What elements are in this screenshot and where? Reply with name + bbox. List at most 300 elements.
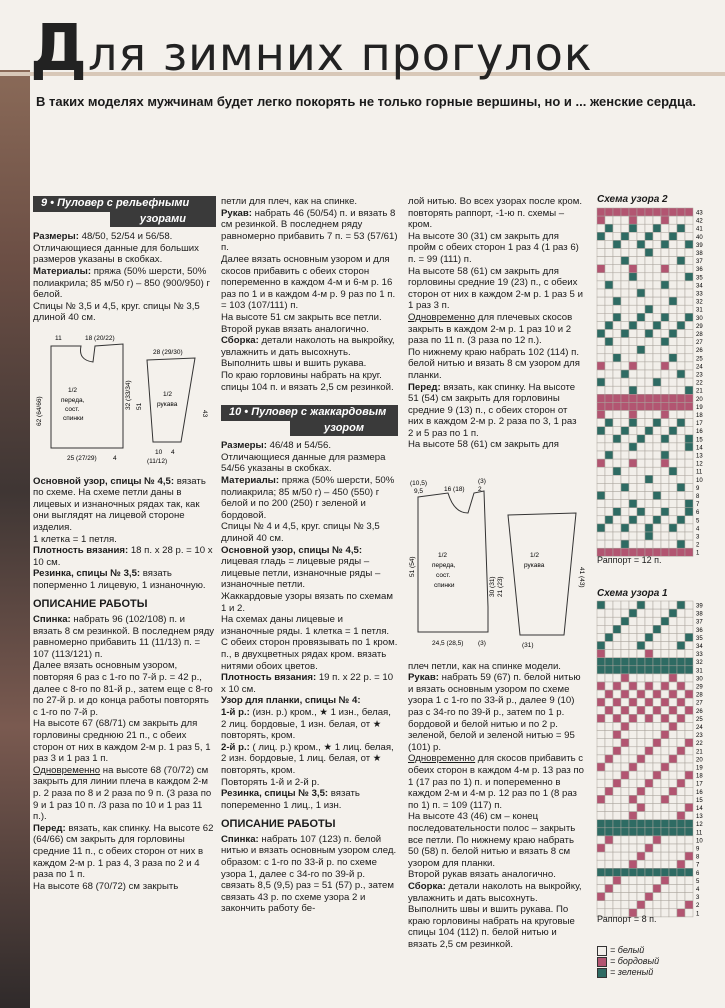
chart-cell: [669, 508, 677, 516]
chart-cell: [621, 901, 629, 909]
chart-row-number: 27: [696, 340, 703, 347]
chart-cell: [653, 650, 661, 658]
chart-cell: [669, 548, 677, 556]
chart-cell: [629, 617, 637, 625]
chart-cell: [637, 812, 645, 820]
chart-cell: [669, 281, 677, 289]
chart-cell: [597, 427, 605, 435]
chart-cell: [685, 642, 693, 650]
chart-row-number: 36: [696, 627, 703, 634]
chart-cell: [637, 828, 645, 836]
chart-cell: [605, 305, 613, 313]
chart-cell: [637, 601, 645, 609]
chart-cell: [669, 321, 677, 329]
chart-cell: [597, 451, 605, 459]
chart-cell: [677, 860, 685, 868]
chart-cell: [661, 625, 669, 633]
chart-cell: [637, 787, 645, 795]
chart-cell: [629, 609, 637, 617]
chart-cell: [605, 419, 613, 427]
chart-row-number: 9: [696, 485, 700, 492]
chart-cell: [613, 739, 621, 747]
chart-cell: [653, 795, 661, 803]
chart-cell: [677, 674, 685, 682]
chart-cell: [621, 394, 629, 402]
sch9-label1: 1/2: [68, 386, 78, 394]
chart-cell: [637, 763, 645, 771]
chart-cell: [685, 617, 693, 625]
chart-cell: [621, 747, 629, 755]
chart-cell: [669, 394, 677, 402]
chart-cell: [685, 321, 693, 329]
chart-cell: [605, 739, 613, 747]
chart-cell: [653, 836, 661, 844]
chart-row-number: 21: [696, 749, 703, 756]
chart-cell: [637, 650, 645, 658]
chart-cell: [629, 508, 637, 516]
chart-cell: [613, 427, 621, 435]
chart-cell: [629, 731, 637, 739]
chart-cell: [669, 666, 677, 674]
chart-cell: [621, 281, 629, 289]
chart-cell: [669, 625, 677, 633]
chart-cell: [677, 313, 685, 321]
chart-cell: [629, 723, 637, 731]
chart-cell: [661, 386, 669, 394]
chart-cell: [645, 516, 653, 524]
chart-cell: [637, 411, 645, 419]
chart-cell: [661, 524, 669, 532]
chart-cell: [645, 617, 653, 625]
chart-cell: [629, 885, 637, 893]
chart-cell: [621, 232, 629, 240]
chart-cell: [653, 492, 661, 500]
chart-cell: [637, 224, 645, 232]
chart-cell: [597, 540, 605, 548]
chart-cell: [685, 893, 693, 901]
chart-cell: [621, 467, 629, 475]
chart-cell: [677, 820, 685, 828]
chart-cell: [645, 475, 653, 483]
chart-cell: [645, 714, 653, 722]
chart-cell: [669, 257, 677, 265]
chart-cell: [685, 394, 693, 402]
chart-cell: [613, 633, 621, 641]
chart-cell: [677, 224, 685, 232]
chart-cell: [661, 354, 669, 362]
chart-cell: [637, 346, 645, 354]
chart-cell: [685, 682, 693, 690]
schematic-model-9: [33, 330, 216, 470]
chart-cell: [669, 500, 677, 508]
chart-row-number: 20: [696, 396, 703, 403]
chart-cell: [653, 804, 661, 812]
chart-cell: [669, 909, 677, 917]
chart-cell: [629, 690, 637, 698]
chart-cell: [685, 475, 693, 483]
chart-cell: [597, 265, 605, 273]
chart-cell: [677, 208, 685, 216]
chart-cell: [605, 281, 613, 289]
chart-cell: [629, 451, 637, 459]
chart-cell: [685, 860, 693, 868]
chart-cell: [653, 402, 661, 410]
chart-cell: [685, 787, 693, 795]
chart-cell: [677, 771, 685, 779]
chart-cell: [677, 411, 685, 419]
chart-cell: [613, 532, 621, 540]
chart-cell: [677, 362, 685, 370]
chart-cell: [677, 500, 685, 508]
chart-row-number: 17: [696, 421, 703, 428]
chart-cell: [677, 370, 685, 378]
chart-cell: [645, 633, 653, 641]
chart-cell: [653, 755, 661, 763]
chart-cell: [637, 313, 645, 321]
svg-text:30 (31): 30 (31): [489, 576, 496, 598]
chart-cell: [629, 642, 637, 650]
chart-cell: [677, 844, 685, 852]
chart-cell: [637, 836, 645, 844]
chart-cell: [645, 224, 653, 232]
chart-cell: [613, 370, 621, 378]
chart-cell: [661, 208, 669, 216]
chart-cell: [605, 609, 613, 617]
chart-cell: [677, 642, 685, 650]
chart-cell: [661, 666, 669, 674]
chart-cell: [685, 698, 693, 706]
chart-row-number: 26: [696, 348, 703, 355]
chart-cell: [637, 609, 645, 617]
chart-cell: [629, 459, 637, 467]
chart-cell: [613, 411, 621, 419]
chart-cell: [645, 240, 653, 248]
schematic-model-10: [408, 457, 584, 657]
chart-cell: [629, 844, 637, 852]
chart-cell: [613, 224, 621, 232]
chart-cell: [669, 370, 677, 378]
chart-cell: [661, 698, 669, 706]
chart-cell: [605, 249, 613, 257]
chart-cell: [621, 378, 629, 386]
chart-cell: [661, 747, 669, 755]
chart-cell: [653, 459, 661, 467]
chart-cell: [645, 723, 653, 731]
chart-cell: [677, 698, 685, 706]
chart-cell: [645, 524, 653, 532]
chart-cell: [629, 330, 637, 338]
chart-cell: [629, 901, 637, 909]
chart-cell: [597, 232, 605, 240]
svg-text:рукава: рукава: [524, 562, 545, 570]
chart-cell: [629, 378, 637, 386]
chart-cell: [653, 257, 661, 265]
chart-cell: [605, 666, 613, 674]
chart-cell: [685, 885, 693, 893]
chart-cell: [629, 500, 637, 508]
chart-cell: [621, 524, 629, 532]
column-2: петли для плеч, как на спинке. Рукав: набрать 46 (50/54) п. и вязать 8 см резинкой. В последнем ряду равномерно прибавить 7 п. = 53 (57/61) п. Далее вязать основным узором и для скосов прибавить с обеих сторон попеременно в каждом 4-м и 6-м р. 16 раз по 1 и в каждом 4-м р. 9 раз по 1 п. = 103 (107/111) п. На высоте 51 см закрыть все петли. Второй рукав вязать аналогично. Сборка: детали наколоть на выкройку, увлажнить и дать высохнуть. Выполнить швы и вшить рукава. По краю горловины набрать на круг. спицы 104 п. и вязать 2,5 см резинкой. 10 • Пуловер с жаккардовым узором Размеры: 46/48 и 54/56. Отличающиеся данные для размера 54/56 указаны в скобках. Материалы: пряжа (50% шерсти, 50% полиакрила; 85 м/50 г) – 450 (550) г белой и по 200 (250) г зеленой и бордовой. Спицы № 4 и 4,5, круг. спицы № 3,5 длиной 40 см. Основной узор, спицы № 4,5: лицевая гладь = лицевые ряды – лицевые петли, изнаночные ряды – изнаночные петли. Жаккардовые узоры вязать по схемам 1 и 2. На схемах даны лицевые и изнаночные ряды. 1 клетка = 1 петля. С обеих сторон провязывать по 1 кром. п., в двухцветных рядах кром. вязать нитями обоих цветов. Плотность вязания: 19 п. х 22 р. = 10 х 10 см. Узор для планки, спицы № 4: 1-й р.: (изн. р.) кром., ★ 1 изн., белая, 2 лиц. бордовые, 1 изн. белая, от ★ повторять, кром. 2-й р.: ( лиц. р.) кром., ★ 1 лиц. белая, 2 изн. бордовые, 1 лиц. белая, от ★ повторять, кром. Повторять 1-й и 2-й р. Резинка, спицы № 3,5: вязать попеременно 1 лиц., 1 изн. ОПИСАНИЕ РАБОТЫ Спинка: набрать 107 (123) п. белой нитью и вязать основным узором след. образом: с 1-го по 33-й р. по схеме узора 1, далее с 34-го по 39-й р. связать 8,5 (9,5) раз = 51 (57) р., затем связать 43 р. по схеме узора 2 и закончить работу бе-: [221, 196, 398, 915]
chart-cell: [621, 633, 629, 641]
chart-cell: [669, 836, 677, 844]
chart-cell: [605, 650, 613, 658]
chart-row-number: 27: [696, 700, 703, 707]
chart-cell: [621, 658, 629, 666]
chart-cell: [677, 723, 685, 731]
chart-cell: [645, 508, 653, 516]
chart-cell: [653, 763, 661, 771]
chart-cell: [661, 617, 669, 625]
chart-cell: [605, 338, 613, 346]
chart-cell: [613, 723, 621, 731]
chart-cell: [605, 330, 613, 338]
chart-cell: [621, 216, 629, 224]
sch9-bottom: 25 (27/29): [67, 454, 97, 462]
chart-cell: [677, 232, 685, 240]
chart-cell: [685, 273, 693, 281]
chart-cell: [613, 435, 621, 443]
chart-row-number: 13: [696, 814, 703, 821]
chart-cell: [597, 755, 605, 763]
chart-cell: [653, 297, 661, 305]
chart-cell: [613, 208, 621, 216]
chart-row-number: 37: [696, 619, 703, 626]
chart-cell: [621, 795, 629, 803]
chart-cell: [637, 386, 645, 394]
chart-cell: [685, 313, 693, 321]
chart-cell: [645, 868, 653, 876]
chart-cell: [669, 378, 677, 386]
chart-cell: [653, 249, 661, 257]
chart-cell: [629, 739, 637, 747]
chart-cell: [629, 601, 637, 609]
chart-cell: [605, 698, 613, 706]
chart-cell: [605, 779, 613, 787]
chart-row-number: 40: [696, 234, 703, 241]
chart-cell: [653, 370, 661, 378]
chart-cell: [605, 492, 613, 500]
chart-cell: [685, 208, 693, 216]
chart-cell: [613, 240, 621, 248]
chart-cell: [661, 532, 669, 540]
chart-cell: [645, 876, 653, 884]
chart-cell: [669, 893, 677, 901]
chart-cell: [597, 443, 605, 451]
chart-cell: [653, 346, 661, 354]
chart-cell: [685, 362, 693, 370]
chart-cell: [677, 909, 685, 917]
page-title: Для зимних прогулок: [30, 12, 593, 86]
chart-cell: [629, 338, 637, 346]
chart-cell: [621, 731, 629, 739]
chart-cell: [605, 763, 613, 771]
chart-cell: [629, 771, 637, 779]
chart-cell: [685, 451, 693, 459]
chart-cell: [637, 435, 645, 443]
chart-cell: [653, 698, 661, 706]
chart-cell: [677, 281, 685, 289]
chart-cell: [605, 216, 613, 224]
chart-row-number: 30: [696, 315, 703, 322]
chart-cell: [605, 868, 613, 876]
chart-cell: [661, 548, 669, 556]
chart-cell: [685, 330, 693, 338]
chart-row-number: 19: [696, 404, 703, 411]
sch9-sleeve-label1: 1/2: [163, 390, 173, 398]
chart-cell: [637, 297, 645, 305]
chart-cell: [645, 281, 653, 289]
chart-cell: [685, 706, 693, 714]
chart-cell: [653, 419, 661, 427]
chart-cell: [669, 402, 677, 410]
chart-cell: [629, 836, 637, 844]
chart-cell: [677, 747, 685, 755]
chart-cell: [661, 451, 669, 459]
chart-cell: [669, 868, 677, 876]
chart-row-number: 7: [696, 502, 700, 509]
chart-row-number: 25: [696, 356, 703, 363]
chart-cell: [653, 394, 661, 402]
svg-text:1/2: 1/2: [438, 552, 448, 560]
chart-cell: [605, 820, 613, 828]
chart-cell: [613, 492, 621, 500]
chart-cell: [621, 305, 629, 313]
chart-cell: [637, 682, 645, 690]
chart-cell: [645, 674, 653, 682]
chart-cell: [629, 516, 637, 524]
chart-cell: [653, 330, 661, 338]
chart-row-number: 19: [696, 765, 703, 772]
chart-cell: [645, 844, 653, 852]
chart-cell: [597, 723, 605, 731]
chart-cell: [613, 402, 621, 410]
chart-cell: [613, 731, 621, 739]
chart-cell: [669, 516, 677, 524]
chart-cell: [629, 257, 637, 265]
chart-cell: [645, 828, 653, 836]
chart-row-number: 9: [696, 846, 700, 853]
chart-cell: [661, 402, 669, 410]
chart-cell: [677, 394, 685, 402]
chart-cell: [653, 305, 661, 313]
chart-cell: [597, 467, 605, 475]
chart-cell: [605, 273, 613, 281]
chart-cell: [637, 885, 645, 893]
chart-cell: [653, 609, 661, 617]
chart-cell: [685, 402, 693, 410]
chart-cell: [653, 723, 661, 731]
chart-cell: [597, 459, 605, 467]
chart-cell: [645, 305, 653, 313]
chart-cell: [669, 443, 677, 451]
chart-cell: [613, 459, 621, 467]
chart-cell: [597, 411, 605, 419]
chart-cell: [669, 386, 677, 394]
chart-cell: [597, 216, 605, 224]
chart-cell: [661, 633, 669, 641]
chart-cell: [685, 844, 693, 852]
chart-cell: [685, 508, 693, 516]
chart-cell: [629, 386, 637, 394]
chart-cell: [637, 338, 645, 346]
chart-cell: [629, 706, 637, 714]
chart-cell: [621, 868, 629, 876]
chart-cell: [653, 443, 661, 451]
chart-cell: [653, 642, 661, 650]
chart-cell: [629, 893, 637, 901]
chart-cell: [621, 289, 629, 297]
chart-cell: [597, 281, 605, 289]
chart-cell: [637, 731, 645, 739]
chart-cell: [685, 378, 693, 386]
chart-row-number: 16: [696, 789, 703, 796]
chart-cell: [629, 860, 637, 868]
chart-cell: [645, 609, 653, 617]
chart-row-number: 12: [696, 461, 703, 468]
chart-cell: [613, 617, 621, 625]
chart-row-number: 1: [696, 550, 700, 557]
chart-2-grid: [597, 208, 709, 568]
chart-row-number: 38: [696, 251, 703, 257]
chart-cell: [685, 723, 693, 731]
chart-row-number: 7: [696, 862, 700, 869]
chart-cell: [685, 524, 693, 532]
chart-cell: [597, 666, 605, 674]
chart-cell: [621, 249, 629, 257]
chart-cell: [677, 378, 685, 386]
chart-cell: [605, 346, 613, 354]
svg-text:(10,5): (10,5): [410, 480, 427, 488]
chart-cell: [629, 354, 637, 362]
chart-cell: [653, 893, 661, 901]
chart-cell: [605, 828, 613, 836]
chart-row-number: 33: [696, 652, 703, 659]
chart-cell: [621, 755, 629, 763]
chart-cell: [645, 411, 653, 419]
chart-row-number: 6: [696, 870, 700, 877]
chart-cell: [629, 650, 637, 658]
chart-row-number: 28: [696, 332, 703, 338]
chart-cell: [677, 249, 685, 257]
chart-row-number: 4: [696, 526, 700, 533]
chart-cell: [613, 338, 621, 346]
column-model-9: 9 • Пуловер с рельефными узорами Размеры: 48/50, 52/54 и 56/58. Отличающиеся данные для больших размеров указаны в скобках. Материалы: пряжа (50% шерсти, 50% полиакрила; 85 м/50 г) – 850 (900/950) г белой. Спицы № 3,5 и 4,5, круг. спицы № 3,5 длиной 40 см. 11 18 (20/22) 1/2 переда, сост. спинки 62 (64/66) 32 (33/34) 25 (27/29) 4 28 (29/30) 1/2 рукава 43 51 10 4 (11/12) Основной узор, спицы № 4,5: вязать по схеме. На схеме петли даны в лицевых и изнаночных рядах так, как они выглядят на лицевой стороне изделия. 1 клетка = 1 петля. Плотность вязания: 18 п. х 28 р. = 10 х 10 см. Резинка, спицы № 3,5: вязать поперменно 1 лицевую, 1 изнаночную. ОПИСАНИЕ РАБОТЫ Спинка: набрать 96 (102/108) п. и вязать 8 см резинкой. В последнем ряду равномерно прибавить 11 (11/13) п. = 107 (113/121) п. Далее вязать основным узором, повторяя 6 раз с 1-го по 7-й р. = 42 р., далее с 8-го по 81-й р., затем еще с 8-го по 27-й р. и до конца работы повторять с 1-го по 7-й р. На высоте 67 (68/71) см закрыть для горловины среднюю 21 п., с обеих сторон от них в каждом 2-м р. 1 раз 5, 1 раз 3 и 1 раз 1 п. Одновременно на высоте 68 (70/72) см закрыть для линии плеча в каждом 2-м р. 2 раза по 8 и 2 раза по 9 п. (3 раза по 9 и 1 раз 10 п. /3 раза по 10 и 1 раз 11 п.). Перед: вязать, как спинку. На высоте 62 (64/66) см закрыть для горловины средние 11 п., с обеих сторон от них в каждом 2-м р. 1 раз 4, 3 раза по 2 и 4 раза по 1 п. На высоте 68 (70/72) см закрыть: [33, 197, 215, 892]
chart-row-number: 35: [696, 275, 703, 282]
chart-cell: [613, 820, 621, 828]
chart-cell: [669, 690, 677, 698]
chart-cell: [621, 804, 629, 812]
chart-row-number: 18: [696, 773, 703, 780]
chart-cell: [605, 893, 613, 901]
chart-cell: [645, 338, 653, 346]
chart-cell: [685, 338, 693, 346]
chart-cell: [677, 812, 685, 820]
chart-row-number: 11: [696, 469, 703, 476]
chart-cell: [685, 249, 693, 257]
chart-cell: [645, 650, 653, 658]
chart-cell: [613, 771, 621, 779]
chart-cell: [677, 633, 685, 641]
chart-cell: [685, 297, 693, 305]
chart-row-number: 5: [696, 518, 700, 525]
chart-cell: [645, 257, 653, 265]
chart-cell: [605, 467, 613, 475]
chart-cell: [653, 540, 661, 548]
chart-cell: [621, 313, 629, 321]
chart-cell: [677, 548, 685, 556]
chart-cell: [645, 321, 653, 329]
chart-cell: [661, 868, 669, 876]
